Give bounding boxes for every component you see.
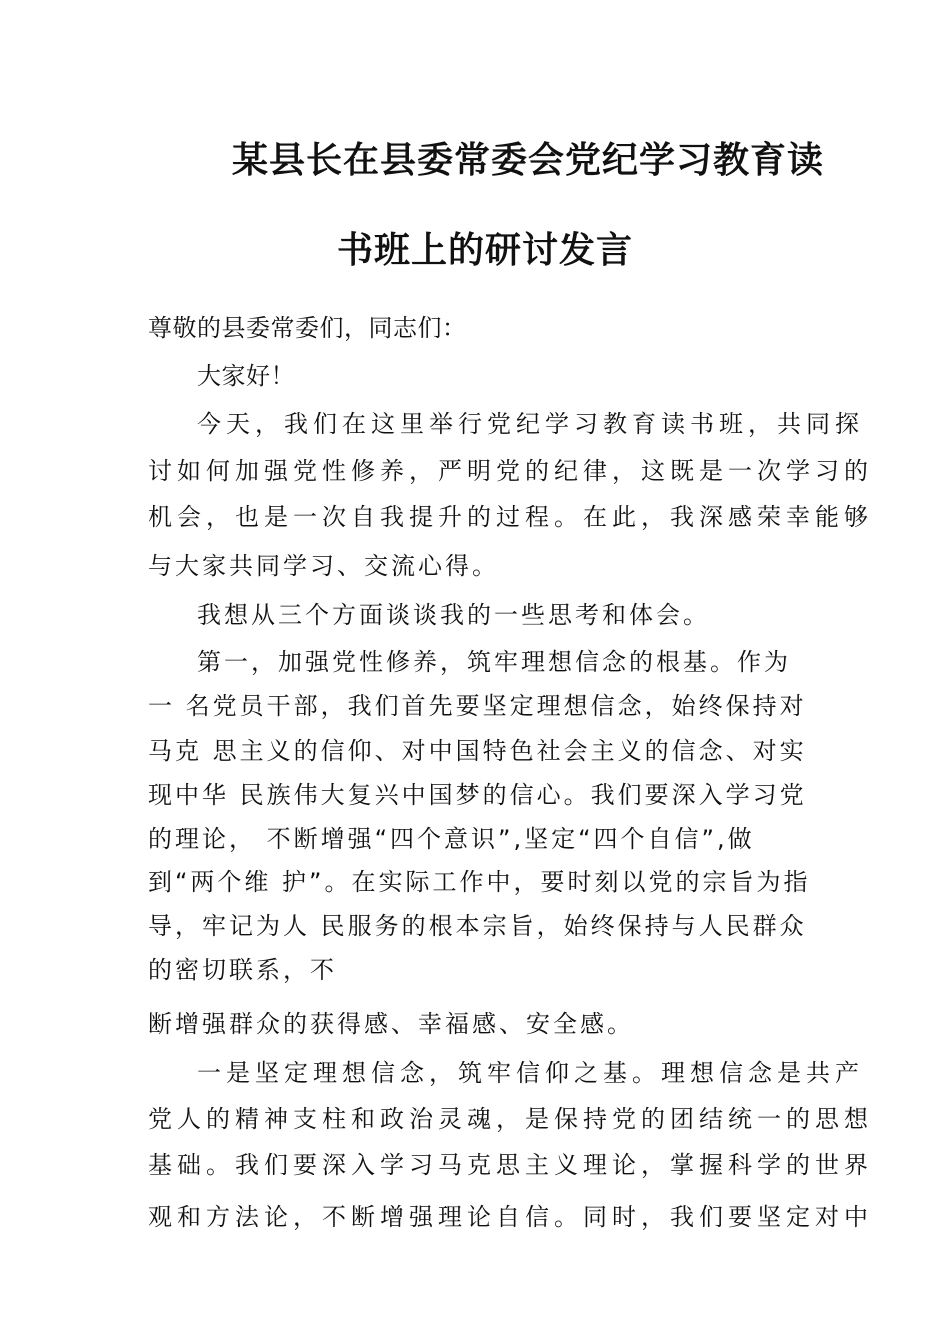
paragraph-line: 基础。我们要深入学习马克思主义理论，掌握科学的世界 bbox=[148, 1151, 873, 1179]
paragraph-line: 与大家共同学习、交流心得。 bbox=[148, 552, 499, 580]
paragraph-line: 一 名党员干部，我们首先要坚定理想信念，始终保持对 bbox=[148, 692, 807, 720]
paragraph-line: 现中华 民族伟大复兴中国梦的信心。我们要深入学习党 bbox=[148, 781, 807, 809]
paragraph-line: 的密切联系，不 bbox=[148, 956, 337, 984]
paragraph-line: 到“两个维 护”。在实际工作中，要时刻以党的宗旨为指 bbox=[148, 868, 811, 896]
paragraph-line: 今天，我们在这里举行党纪学习教育读书班，共同探 bbox=[197, 410, 864, 438]
salutation: 尊敬的县委常委们，同志们： bbox=[148, 314, 467, 342]
paragraph-line: 导，牢记为人 民服务的根本宗旨，始终保持与人民群众 bbox=[148, 912, 807, 940]
paragraph-line: 观和方法论，不断增强理论自信。同时，我们要坚定对中 bbox=[148, 1203, 873, 1231]
paragraph-line: 机会，也是一次自我提升的过程。在此，我深感荣幸能够 bbox=[148, 503, 873, 531]
document-title-line-1: 某县长在县委常委会党纪学习教育读 bbox=[232, 140, 825, 181]
paragraph-line: 党人的精神支柱和政治灵魂，是保持党的团结统一的思想 bbox=[148, 1105, 873, 1133]
document-title-line-2: 书班上的研讨发言 bbox=[337, 230, 634, 271]
paragraph-line: 第一，加强党性修养，筑牢理想信念的根基。作为 bbox=[197, 648, 791, 676]
greeting: 大家好！ bbox=[197, 362, 295, 390]
paragraph-line: 的理论， 不断增强“四个意识”,坚定“四个自信”,做 bbox=[148, 825, 755, 853]
paragraph-line: 我想从三个方面谈谈我的一些思考和体会。 bbox=[197, 601, 710, 629]
paragraph-line: 断增强群众的获得感、幸福感、安全感。 bbox=[148, 1010, 634, 1038]
paragraph-line: 一是坚定理想信念，筑牢信仰之基。理想信念是共产 bbox=[197, 1059, 864, 1087]
paragraph-line: 讨如何加强党性修养，严明党的纪律，这既是一次学习的 bbox=[148, 457, 873, 485]
paragraph-line: 马克 思主义的信仰、对中国特色社会主义的信念、对实 bbox=[148, 737, 807, 765]
